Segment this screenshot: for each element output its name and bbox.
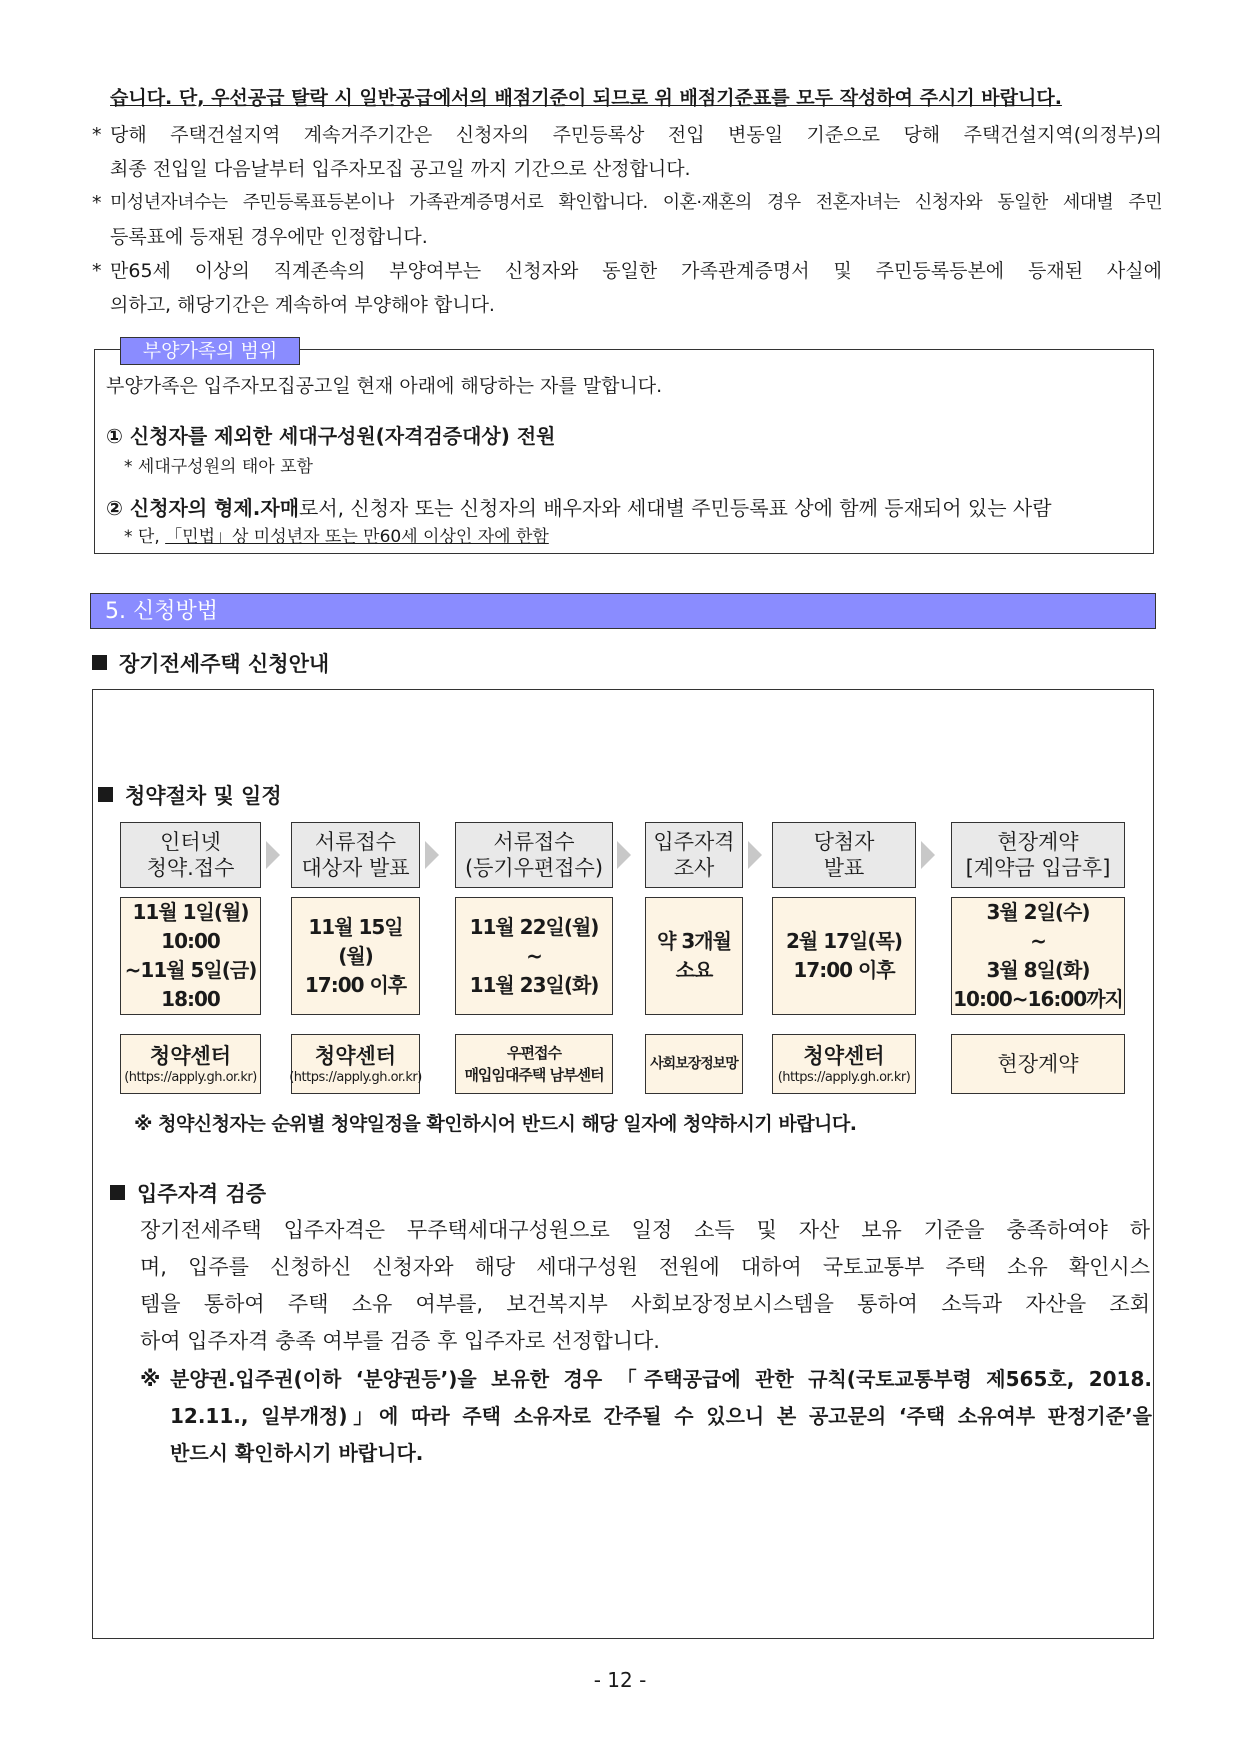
place-onsite-contract: 현장계약: [951, 1034, 1125, 1094]
note-line-2: 최종 전입일 다음날부터 입주자모집 공고일 까지 기간으로 산정합니다.: [110, 158, 691, 180]
note-minor-children: [92, 186, 1162, 254]
dependents-item-2-note: [124, 522, 549, 547]
place-social-security-network: 사회보장정보망: [645, 1034, 743, 1094]
note-line-1: 당해 주택건설지역 계속거주기간은 신청자의 주민등록상 전입 변동일 기준으로 당해 주택건설지역(의정부)의: [110, 124, 1162, 146]
date-online-application: 11월 1일(월) 10:00 ~11월 5일(금) 18:00: [120, 897, 261, 1015]
note-underlined: 「민법」상 미성년자 또는 만60세 이상인 자에 한함: [165, 527, 549, 547]
note-line-1: 미성년자녀수는 주민등록표등본이나 가족관계증명서로 확인합니다. 이혼·재혼의 경우 전혼자녀는 신청자와 동일한 세대별 주민: [110, 192, 1162, 213]
arrow-right-icon: [617, 841, 631, 869]
place-application-center: 청약센터 (https://apply.gh.or.kr): [291, 1034, 420, 1094]
date-eligibility-review: 약 3개월 소요: [645, 897, 743, 1015]
date-onsite-contract: 3월 2일(수) ~ 3월 8일(화) 10:00~16:00까지: [951, 897, 1125, 1015]
note-line-2: 의하고, 해당기간은 계속하여 부양해야 합니다.: [110, 294, 495, 316]
square-bullet-icon: [98, 787, 113, 802]
arrow-right-icon: [266, 841, 280, 869]
verification-paragraph: 장기전세주택 입주자격은 무주택세대구성원으로 일정 소득 및 자산 보유 기준을 충족하여야 하 며, 입주를 신청하신 신청자와 해당 세대구성원 전원에 대하여 국토교통부 주택 소유 확인시스 템을 통하여 주택 소유 여부를, 보건복지부 사회보장정보시스템을 통하여 소득과 자산을 조회 하여 입주자격 충족 여부를 검증 후 입주자로 선정합니다.: [140, 1218, 1150, 1353]
place-application-center: 청약센터 (https://apply.gh.or.kr): [120, 1034, 261, 1094]
dependents-intro: 부양가족은 입주자모집공고일 현재 아래에 해당하는 자를 말합니다.: [106, 375, 663, 397]
note-line-1: 만65세 이상의 직계존속의 부양여부는 신청자와 동일한 가족관계증명서 및 주민등록등본에 등재된 사실에: [110, 260, 1162, 282]
dependents-item-1-note: * 세대구성원의 태아 포함: [124, 457, 313, 477]
note-prefix: * 단,: [124, 527, 166, 547]
step-onsite-contract: 현장계약 [계약금 입금후]: [951, 822, 1125, 888]
note-mark: *: [92, 124, 102, 146]
section-title-bar: 5. 신청방법: [90, 593, 1156, 629]
arrow-right-icon: [921, 841, 935, 869]
procedure-note: ※ 청약신청자는 순위별 청약일정을 확인하시어 반드시 해당 일자에 청약하시기 바랍니다.: [134, 1113, 857, 1135]
note-elderly-support: [92, 254, 1162, 322]
dependents-tag: 부양가족의 범위: [120, 337, 300, 365]
procedure-heading: 청약절차 및 일정: [98, 780, 282, 810]
place-mail-submission: 우편접수 매입임대주택 남부센터: [455, 1034, 613, 1094]
verification-heading: 입주자격 검증: [110, 1178, 266, 1208]
dependents-item-1: ① 신청자를 제외한 세대구성원(자격검증대상) 전원: [106, 424, 556, 448]
step-winner-announcement: 당첨자 발표: [772, 822, 916, 888]
note-mark: *: [92, 192, 102, 214]
note-mark: ※: [140, 1367, 161, 1391]
square-bullet-icon: [110, 1185, 125, 1200]
verification-note: ※ 분양권.입주권(이하 ‘분양권등’)을 보유한 경우 「주택공급에 관한 규칙(국토교통부령 제565호, 2018. 12.11., 일부개정)」에 따라 주택 소유자로 간주될 수 있으니 본 공고문의 ‘주택 소유여부 판정기준’을 반드시 확인하시기 바랍니다.: [140, 1361, 1152, 1472]
arrow-right-icon: [748, 841, 762, 869]
page-number: - 12 -: [593, 1668, 647, 1692]
dependents-item-2: [106, 492, 1052, 521]
date-document-submission: 11월 22일(월) ~ 11월 23일(화): [455, 897, 613, 1015]
step-eligibility-review: 입주자격 조사: [645, 822, 743, 888]
arrow-right-icon: [425, 841, 439, 869]
note-mark: *: [92, 260, 102, 282]
dependents-item-2-bold: ② 신청자의 형제.자매: [106, 496, 300, 520]
step-document-target-announcement: 서류접수 대상자 발표: [291, 822, 420, 888]
date-document-target-announcement: 11월 15일(월) 17:00 이후: [291, 897, 420, 1015]
note-residence-period: [92, 118, 1162, 186]
place-application-center: 청약센터 (https://apply.gh.or.kr): [772, 1034, 916, 1094]
continued-line: 습니다. 단, 우선공급 탈락 시 일반공급에서의 배점기준이 되므로 위 배점기준표를 모두 작성하여 주시기 바랍니다.: [110, 87, 1062, 109]
step-online-application: 인터넷 청약.접수: [120, 822, 261, 888]
dependents-item-2-rest: 로서, 신청자 또는 신청자의 배우자와 세대별 주민등록표 상에 함께 등재되어 있는 사람: [299, 496, 1052, 520]
note-line-2: 등록표에 등재된 경우에만 인정합니다.: [110, 226, 428, 248]
square-bullet-icon: [92, 655, 107, 670]
step-document-submission: 서류접수 (등기우편접수): [455, 822, 613, 888]
date-winner-announcement: 2월 17일(목) 17:00 이후: [772, 897, 916, 1015]
section-subheading: 장기전세주택 신청안내: [92, 648, 329, 678]
